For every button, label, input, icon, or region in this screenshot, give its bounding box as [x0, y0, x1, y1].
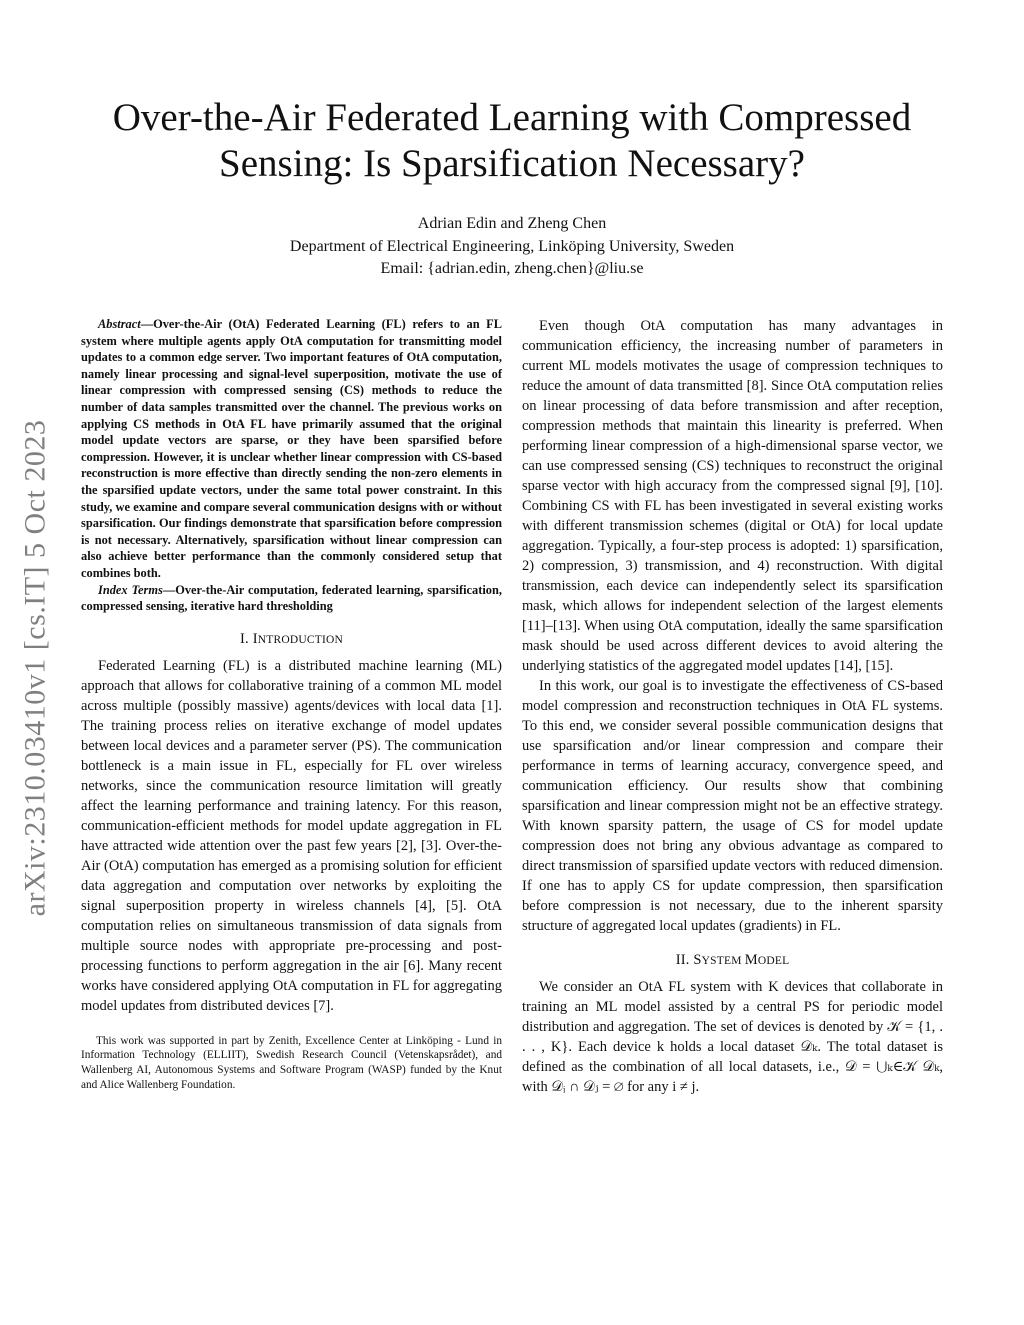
right-column [522, 316, 943, 1097]
author-names: Adrian Edin and Zheng Chen [417, 215, 607, 232]
paper-title [60, 95, 964, 187]
section-heading-introduction: I. INTRODUCTION [240, 630, 343, 647]
funding-footnote: This work was supported in part by Zenith, Excellence Center at Linköping - Lund in Information Technology (ELLIIT), Swedish Research Council (Vetenskapsrådet), and Wallenberg AI, Autonomous Systems and Software Program (WASP) funded by the Knut and Alice Wallenberg Foundation. [81, 1034, 502, 1092]
author-block [100, 213, 924, 281]
abstract-text: —Over-the-Air (OtA) Federated Learning (FL) refers to an FL system where multiple agents apply OtA computation for transmitting model updates to a common edge server. Two important features of OtA computation, namely linear processing and signal-level superposition, motivate the use of linear compression with compressed sensing (CS) methods to reduce the number of data samples transmitted over the channel. The previous works on applying CS methods in OtA FL have primarily assumed that the original model update vectors are sparse, or they have been sparsified before compression. However, it is unclear whether linear compression with CS-based reconstruction is more effective than directly sending the non-zero elements in the sparsified update vectors, under the same total power constraint. In this study, we examine and compare several communication designs with or without sparsification. Our findings demonstrate that sparsification before compression is not necessary. Alternatively, sparsification without linear compression can also achieve better performance than the commonly considered setup that combines both. [81, 317, 502, 580]
index-terms-label: Index Terms [98, 582, 163, 597]
system-model-paragraph-1: We consider an OtA FL system with K devices that collaborate in training an ML model assisted by a central PS for periodic model distribution and aggregation. The set of devices is denoted by 𝒦 = {1, . . . , K}. Each device k holds a local dataset 𝒟ₖ. The total dataset is defined as the combination of all local datasets, i.e., 𝒟 = ⋃ₖ∈𝒦 𝒟ₖ, with 𝒟ᵢ ∩ 𝒟ⱼ = ∅ for any i ≠ j. [522, 979, 943, 1095]
author-email: Email: {adrian.edin, zheng.chen}@liu.se [380, 260, 644, 277]
author-affiliation: Department of Electrical Engineering, Linköping University, Sweden [289, 237, 735, 255]
index-terms-text: —Over-the-Air computation, federated learning, sparsification, compressed sensing, iterative hard thresholding [81, 582, 502, 614]
arxiv-sidebar [8, 378, 62, 958]
arxiv-identifier: arXiv:2310.03410v1 [cs.IT] 5 Oct 2023 [18, 419, 51, 917]
intro-paragraph-3: In this work, our goal is to investigate the effectiveness of CS-based model compression and reconstruction techniques in OtA FL systems. To this end, we consider several possible communication designs that use sparsification and/or linear compression and compare their performance in terms of learning accuracy, convergence speed, and communication efficiency. Our results show that combining sparsification and linear compression might not be an effective strategy. With known sparsity pattern, the usage of CS for model update compression does not bring any obvious advantage as compared to direct transmission of sparsified update vectors with reduced dimension. If one has to apply CS for update compression, then sparsification before compression is not necessary, due to the inherent sparsity structure of aggregated local updates (gradients) in FL. [522, 678, 943, 934]
abstract-label: Abstract [98, 317, 141, 331]
intro-paragraph-2: Even though OtA computation has many advantages in communication efficiency, the increasing number of parameters in current ML models motivates the usage of compression techniques to reduce the amount of data transmitted [8]. Since OtA computation relies on linear processing of data before transmission and after reception, compression methods that maintain this linearity is preferred. When performing linear compression of a high-dimensional sparse vector, we can use compressed sensing (CS) techniques to reconstruct the original sparse vector with high accuracy from the compressed signal [9], [10]. Combining CS with FL has been investigated in several existing works with different transmission schemes (digital or OtA) for local update aggregation. Typically, a four-step process is adopted: 1) sparsification, 2) compression, 3) transmission, and 4) reconstruction. With digital transmission, each device can independently select its sparsification mask, which allows for independent selection of the largest elements [11]–[13]. When using OtA computation, ideally the same sparsification mask should be used across different devices to avoid altering the underlying statistics of the aggregated model updates [14], [15]. [522, 318, 943, 674]
title-line-2: Sensing: Is Sparsification Necessary? [219, 142, 805, 185]
abstract [81, 316, 502, 582]
intro-paragraph-1: Federated Learning (FL) is a distributed machine learning (ML) approach that allows for collaborative training of a common ML model across multiple (possibly massive) agents/devices with local data [1]. The training process relies on iterative exchange of model updates between local devices and a parameter server (PS). The communication bottleneck is a main issue in FL, especially for FL over wireless networks, since the communication resource limitation will greatly affect the learning performance and training latency. For this reason, communication-efficient methods for model update aggregation in FL have attracted wide attention over the past few years [2], [3]. Over-the-Air (OtA) computation has emerged as a promising solution for efficient data aggregation and computation over networks by exploiting the signal superposition property in wireless channels [4], [5]. OtA computation relies on simultaneous transmission of data signals from multiple source nodes with appropriate pre-processing and post-processing functions to perform aggregation in the air [6]. Many recent works have considered applying OtA computation in FL for aggregating model updates from distributed devices [7]. [81, 657, 502, 1014]
index-terms [81, 582, 502, 615]
title-line-1: Over-the-Air Federated Learning with Compressed [112, 96, 912, 139]
left-column [81, 316, 502, 1093]
section-heading-system-model: II. SYSTEM MODEL [675, 952, 790, 968]
